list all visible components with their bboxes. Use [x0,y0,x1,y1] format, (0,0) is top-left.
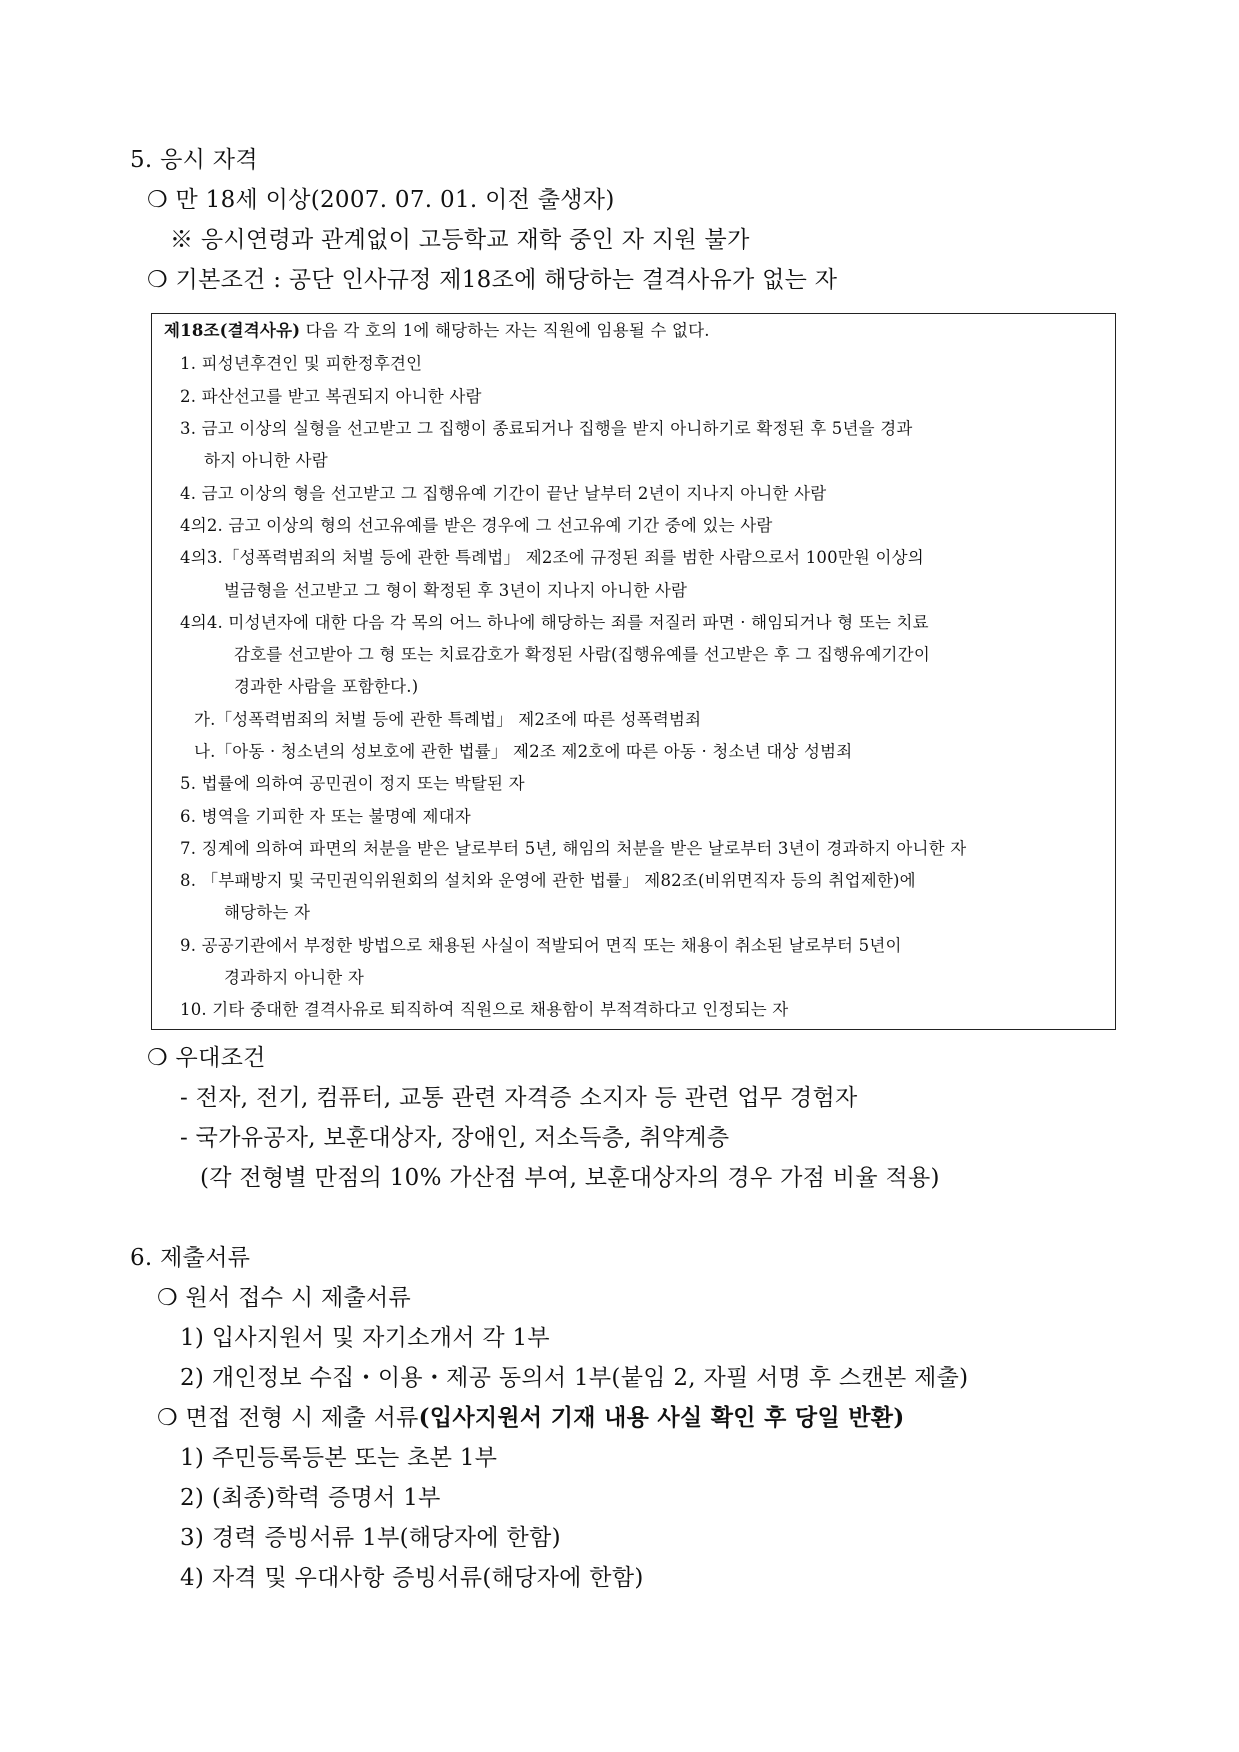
box-line: 8. 「부패방지 및 국민권익위원회의 설치와 운영에 관한 법률」 제82조(비위면직자 등의 취업제한)에 [180,871,916,890]
box-line: 감호를 선고받아 그 형 또는 치료감호가 확정된 사람(집행유예를 선고받은 후 그 집행유예기간이 [234,645,930,664]
doc-item: 1) 입사지원서 및 자기소개서 각 1부 [180,1325,550,1351]
preference-line-1: - 전자, 전기, 컴퓨터, 교통 관련 자격증 소지자 등 관련 업무 경험자 [180,1085,858,1111]
application-docs-group [157,1283,411,1313]
doc-item: 2) 개인정보 수집・이용・제공 동의서 1부(붙임 2, 자필 서명 후 스캔본 제출) [180,1365,969,1391]
interview-docs-title: 면접 전형 시 제출 서류 [185,1405,419,1431]
application-docs-title: 원서 접수 시 제출서류 [185,1285,412,1311]
basic-condition-text: 기본조건 : 공단 인사규정 제18조에 해당하는 결격사유가 없는 자 [175,267,838,293]
box-line: 4의2. 금고 이상의 형의 선고유예를 받은 경우에 그 선고유예 기간 중에 있는 사람 [180,516,773,535]
doc-item: 4) 자격 및 우대사항 증빙서류(해당자에 한함) [180,1565,644,1591]
circle-bullet-icon: ❍ [147,267,168,293]
doc-item: 3) 경력 증빙서류 1부(해당자에 한함) [180,1525,561,1551]
section-6-heading: 6. 제출서류 [130,1245,251,1271]
circle-bullet-icon: ❍ [157,1285,178,1311]
circle-bullet-icon: ❍ [147,1045,168,1071]
circle-bullet-icon: ❍ [147,187,168,213]
article-18-title: 제18조(결격사유) [164,321,301,340]
box-line: 4. 금고 이상의 형을 선고받고 그 집행유예 기간이 끝난 날부터 2년이 지나지 아니한 사람 [180,484,827,503]
box-line: 5. 법률에 의하여 공민권이 정지 또는 박탈된 자 [180,774,525,793]
box-line: 가.「성폭력범죄의 처벌 등에 관한 특례법」 제2조에 따른 성폭력범죄 [194,710,702,729]
eligibility-age-item [147,185,615,215]
circle-bullet-icon: ❍ [157,1405,178,1431]
preference-text: 우대조건 [175,1045,266,1071]
box-line: 3. 금고 이상의 실형을 선고받고 그 집행이 종료되거나 집행을 받지 아니하기로 확정된 후 5년을 경과 [180,419,913,438]
box-line: 9. 공공기관에서 부정한 방법으로 채용된 사실이 적발되어 면직 또는 채용이 취소된 날로부터 5년이 [180,936,902,955]
box-line: 7. 징계에 의하여 파면의 처분을 받은 날로부터 5년, 해임의 처분을 받은 날로부터 3년이 경과하지 아니한 자 [180,839,967,858]
box-line: 10. 기타 중대한 결격사유로 퇴직하여 직원으로 채용함이 부적격하다고 인정되는 자 [180,1000,789,1019]
interview-docs-group [157,1403,905,1433]
article-18-intro [164,320,710,342]
box-line: 나.「아동 · 청소년의 성보호에 관한 법률」 제2조 제2호에 따른 아동 · 청소년 대상 성범죄 [194,742,853,761]
box-line: 벌금형을 선고받고 그 형이 확정된 후 3년이 지나지 아니한 사람 [224,581,688,600]
box-line: 1. 피성년후견인 및 피한정후견인 [180,354,423,373]
box-line: 하지 아니한 사람 [204,451,328,470]
basic-condition-item [147,265,837,295]
box-line: 경과한 사람을 포함한다.) [234,677,419,696]
doc-item: 2) (최종)학력 증명서 1부 [180,1485,441,1511]
preference-note: (각 전형별 만점의 10% 가산점 부여, 보훈대상자의 경우 가점 비율 적용) [200,1165,940,1191]
box-line: 경과하지 아니한 자 [224,968,365,987]
box-line: 4의4. 미성년자에 대한 다음 각 목의 어느 하나에 해당하는 죄를 저질러 파면 · 해임되거나 형 또는 치료 [180,613,929,632]
box-line: 4의3.「성폭력범죄의 처벌 등에 관한 특례법」 제2조에 규정된 죄를 범한 사람으로서 100만원 이상의 [180,548,924,567]
box-line: 6. 병역을 기피한 자 또는 불명예 제대자 [180,807,471,826]
article-18-intro-text: 다음 각 호의 1에 해당하는 자는 직원에 임용될 수 없다. [300,321,710,340]
preference-item [147,1043,266,1073]
doc-item: 1) 주민등록등본 또는 초본 1부 [180,1445,498,1471]
box-line: 해당하는 자 [224,903,311,922]
interview-docs-bold-note: (입사지원서 기재 내용 사실 확인 후 당일 반환) [418,1404,905,1431]
eligibility-age-note: ※ 응시연령과 관계없이 고등학교 재학 중인 자 지원 불가 [170,227,750,253]
preference-line-2: - 국가유공자, 보훈대상자, 장애인, 저소득층, 취약계층 [180,1125,730,1151]
disqualification-box [151,313,1116,1030]
box-line: 2. 파산선고를 받고 복권되지 아니한 사람 [180,387,482,406]
section-5-heading: 5. 응시 자격 [130,147,258,173]
eligibility-age-text: 만 18세 이상(2007. 07. 01. 이전 출생자) [175,187,615,213]
